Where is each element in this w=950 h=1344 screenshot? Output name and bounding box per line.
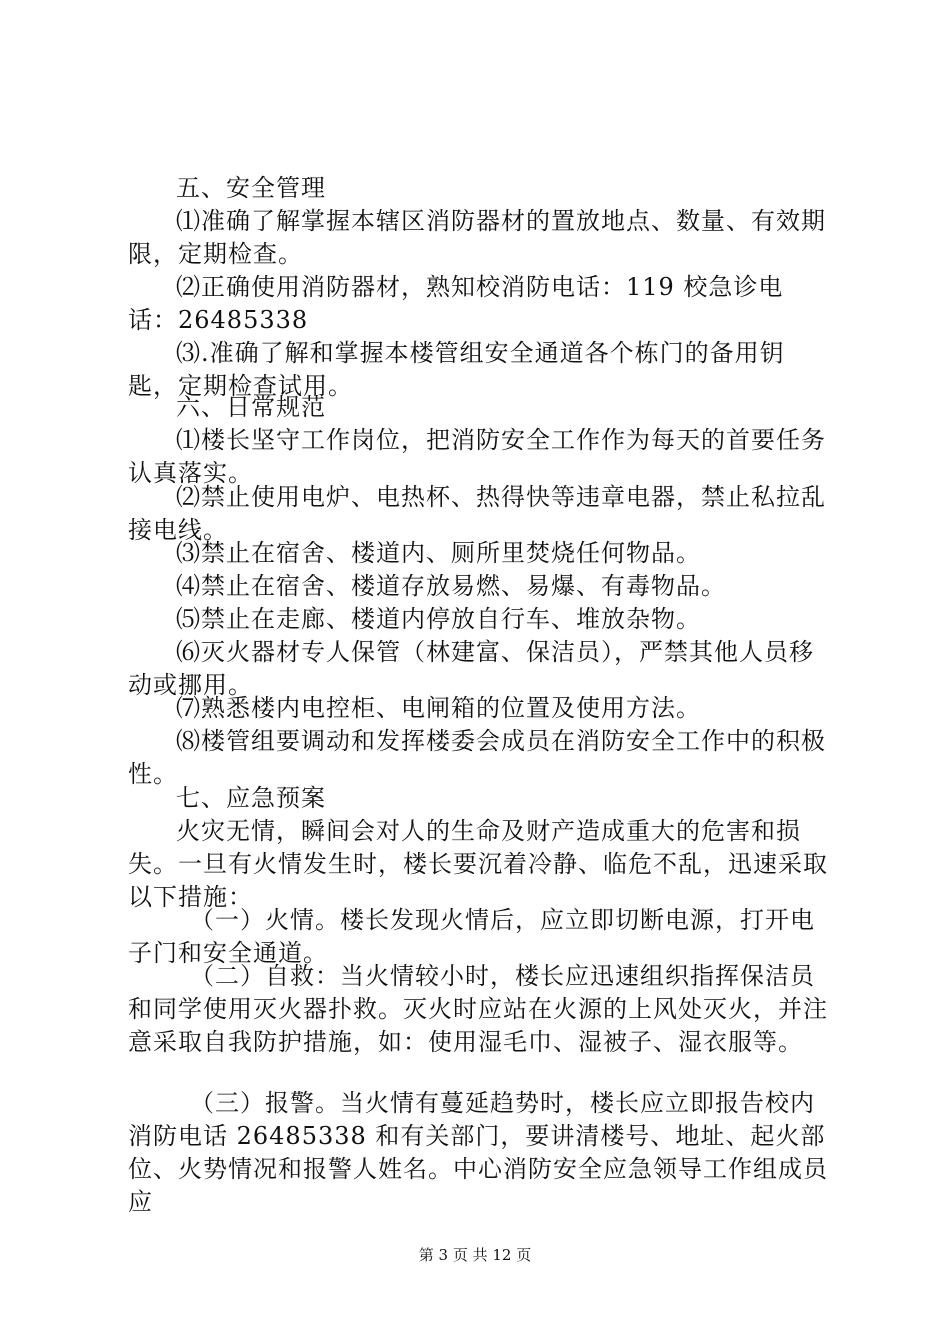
paragraph: ⑻楼管组要调动和发挥楼委会成员在消防安全工作中的积极性。 [128,727,826,788]
paragraph: ⑴楼长坚守工作岗位，把消防安全工作作为每天的首要任务认真落实。 [128,426,826,487]
section-heading-daily-rules: 六、日常规范 [176,393,326,421]
paragraph: （二）自救：当火情较小时，楼长应迅速组织指挥保洁员和同学使用灭火器扑救。灭火时应站在火源的上风处灭火，并注意采取自我防护措施，如：使用湿毛巾、湿被子、湿衣服等。 [128,962,828,1056]
paragraph: ⑸禁止在走廊、楼道内停放自行车、堆放杂物。 [176,605,701,633]
section-heading-emergency-plan: 七、应急预案 [176,784,326,812]
paragraph: ⑵禁止使用电炉、电热杯、热得快等违章电器，禁止私拉乱接电线。 [128,483,826,544]
paragraph: ⑷禁止在宿舍、楼道存放易燃、易爆、有毒物品。 [176,572,726,600]
paragraph: ⑴准确了解掌握本辖区消防器材的置放地点、数量、有效期限，定期检查。 [128,207,826,268]
paragraph: 火灾无情，瞬间会对人的生命及财产造成重大的危害和损失。一旦有火情发生时，楼长要沉着冷静、临危不乱，迅速采取以下措施： [128,817,828,911]
paragraph: （一）火情。楼长发现火情后，应立即切断电源，打开电子门和安全通道。 [128,906,815,967]
paragraph: ⑹灭火器材专人保管（林建富、保洁员），严禁其他人员移动或挪用。 [128,638,814,699]
paragraph: ⑺熟悉楼内电控柜、电闸箱的位置及使用方法。 [176,694,701,722]
paragraph: （三）报警。当火情有蔓延趋势时，楼长应立即报告校内消防电话 26485338 和有关部门，要讲清楼号、地址、起火部位、火势情况和报警人姓名。中心消防安全应急领导工作组成员应 [128,1089,828,1216]
paragraph: ⑶禁止在宿舍、楼道内、厕所里焚烧任何物品。 [176,539,701,567]
section-heading-safety-management: 五、安全管理 [176,174,326,202]
paragraph: ⑵正确使用消防器材，熟知校消防电话：119 校急诊电话：26485338 [128,273,784,334]
paragraph: ⑶.准确了解和掌握本楼管组安全通道各个栋门的备用钥匙，定期检查试用。 [128,339,785,400]
page-number-footer: 第 3 页 共 12 页 [418,1246,532,1264]
